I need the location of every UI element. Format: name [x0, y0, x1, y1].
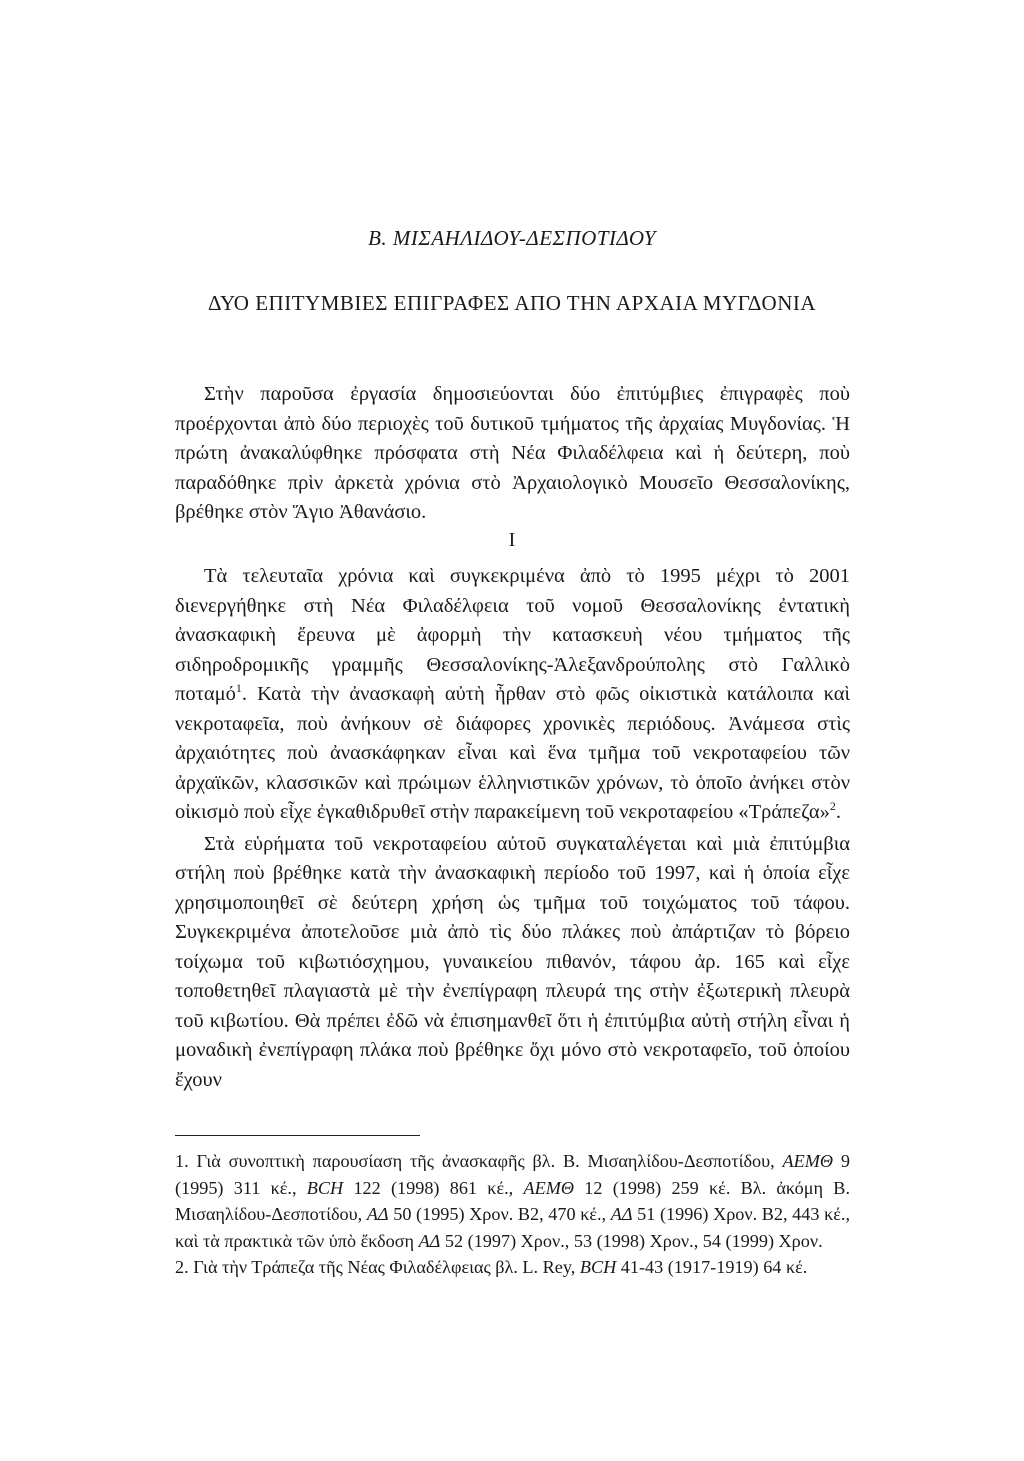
footnote-1-journal: ΑΔ — [366, 1204, 389, 1224]
footnote-1-journal: ΑΕΜΘ — [523, 1177, 574, 1198]
footnote-1-journal: BCH — [306, 1177, 344, 1198]
intro-block — [175, 380, 850, 530]
footnote-1-text: 9 (1995) 311 κέ., — [175, 1151, 850, 1198]
footnote-2 — [175, 1254, 850, 1281]
footnote-1-text: 51 (1996) Χρον. Β2, 443 κέ., καὶ τὰ πρακτικὰ τῶν ὑπὸ ἔκδοση — [175, 1204, 850, 1251]
intro-paragraph: Στὴν παροῦσα ἐργασία δημοσιεύονται δύο ἐπιτύμβιες ἐπιγραφὲς ποὺ προέρχονται ἀπὸ δύο περιοχὲς τοῦ δυτικοῦ τμήματος τῆς ἀρχαίας Μυγδονίας. Ἡ πρώτη ἀνακαλύφθηκε πρόσφατα στὴ Νέα Φιλαδέλφεια καὶ ἡ δεύτερη, ποὺ παραδόθηκε πρὶν ἀρκετὰ χρόνια στὸ Ἀρχαιολογικὸ Μουσεῖο Θεσσαλονίκης, βρέθηκε στὸν Ἅγιο Ἀθανάσιο. — [175, 383, 850, 523]
main-text — [175, 562, 850, 1097]
footnote-2-journal: BCH — [579, 1257, 617, 1277]
footnote-ref-2: 2 — [829, 799, 836, 814]
section-number: I — [508, 529, 516, 551]
footnote-1-text: 52 (1997) Χρον., 53 (1998) Χρον., 54 (1999) Χρον. — [440, 1230, 823, 1251]
paragraph-1-text-b: . Κατὰ τὴν ἀνασκαφὴ αὐτὴ ἦρθαν στὸ φῶς οἰκιστικὰ κατάλοιπα καὶ νεκροταφεῖα, ποὺ ἀνήκουν σὲ διάφορες χρονικὲς περιόδους. Ἀνάμεσα στὶς ἀρχαιότητες ποὺ ἀνασκάφηκαν εἶναι καὶ ἕνα τμῆμα τοῦ νεκροταφείου τῶν ἀρχαϊκῶν, κλασσικῶν καὶ πρώιμων ἑλληνιστικῶν χρόνων, τὸ ὁποῖο ἀνήκει στὸν οἰκισμὸ ποὺ εἶχε ἐγκαθιδρυθεῖ στὴν παρακείμενη τοῦ νεκροταφείου «Τράπεζα» — [175, 683, 850, 823]
footnote-1-text: 122 (1998) 861 κέ., — [343, 1177, 524, 1198]
author-name: Β. ΜΙΣΑΗΛΙΔΟΥ-ΔΕΣΠΟΤΙΔΟΥ — [368, 226, 656, 250]
paragraph-1-text-a: Τὰ τελευταῖα χρόνια καὶ συγκεκριμένα ἀπὸ τὸ 1995 μέχρι τὸ 2001 διενεργήθηκε στὴ Νέα Φιλαδέλφεια τοῦ νομοῦ Θεσσαλονίκης ἐντατικὴ ἀνασκαφικὴ ἔρευνα μὲ ἀφορμὴ τὴν κατασκευὴ νέου τμήματος τῆς σιδηροδρομικῆς γραμμῆς Θεσσαλονίκης-Ἀλεξανδρούπολης στὸ Γαλλικὸ ποταμό — [175, 565, 850, 705]
paragraph-2: Στὰ εὑρήματα τοῦ νεκροταφείου αὐτοῦ συγκαταλέγεται καὶ μιὰ ἐπιτύμβια στήλη ποὺ βρέθηκε κατὰ τὴν ἀνασκαφικὴ περίοδο τοῦ 1997, καὶ ἡ ὁποία εἶχε χρησιμοποιηθεῖ σὲ δεύτερη χρήση ὡς τμῆμα τοῦ τοιχώματος τοῦ τάφου. Συγκεκριμένα ἀποτελοῦσε μιὰ ἀπὸ τὶς δύο πλάκες ποὺ ἀπάρτιζαν τὸ βόρειο τοίχωμα τοῦ κιβωτιόσχημου, γυναικείου πιθανόν, τάφου ἀρ. 165 καὶ εἶχε τοποθετηθεῖ πλαγιαστὰ μὲ τὴν ἐνεπίγραφη πλευρά της στὴν ἐξωτερικὴ πλευρὰ τοῦ κιβωτίου. Θὰ πρέπει ἐδῶ νὰ ἐπισημανθεῖ ὅτι ἡ ἐπιτύμβια αὐτὴ στήλη εἶναι ἡ μοναδικὴ ἐνεπίγραφη πλάκα ποὺ βρέθηκε ὄχι μόνο στὸ νεκροταφεῖο, τοῦ ὁποίου ἔχουν — [175, 832, 850, 1091]
article-title: ΔΥΟ ΕΠΙΤΥΜΒΙΕΣ ΕΠΙΓΡΑΦΕΣ ΑΠΟ ΤΗΝ ΑΡΧΑΙΑ ΜΥΓΔΟΝΙΑ — [207, 291, 817, 315]
footnote-1 — [175, 1148, 850, 1254]
footnotes — [175, 1148, 850, 1281]
footnote-1-journal: ΑΕΜΘ — [782, 1151, 834, 1171]
paragraph-1-text-c: . — [835, 801, 841, 823]
footnote-1-text: 1. Γιὰ συνοπτικὴ παρουσίαση τῆς ἀνασκαφῆς βλ. Β. Μισαηλίδου-Δεσποτίδου, — [175, 1151, 783, 1171]
footnote-1-text: 12 (1998) 259 κέ. Βλ. ἀκόμη Β. Μισαηλίδου-Δεσποτίδου, — [175, 1177, 850, 1224]
footnote-2-text: 2. Γιὰ τὴν Τράπεζα τῆς Νέας Φιλαδέλφειας βλ. L. Rey, — [175, 1257, 580, 1277]
footnote-1-journal: ΑΔ — [418, 1230, 441, 1251]
footnote-1-text: 50 (1995) Χρον. Β2, 470 κέ., — [388, 1204, 611, 1224]
paragraph-1 — [175, 562, 850, 828]
footnote-divider — [175, 1135, 420, 1136]
footnote-1-journal: ΑΔ — [610, 1204, 633, 1224]
footnote-ref-1: 1 — [235, 681, 242, 696]
footnote-2-text: 41-43 (1917-1919) 64 κέ. — [616, 1257, 808, 1277]
